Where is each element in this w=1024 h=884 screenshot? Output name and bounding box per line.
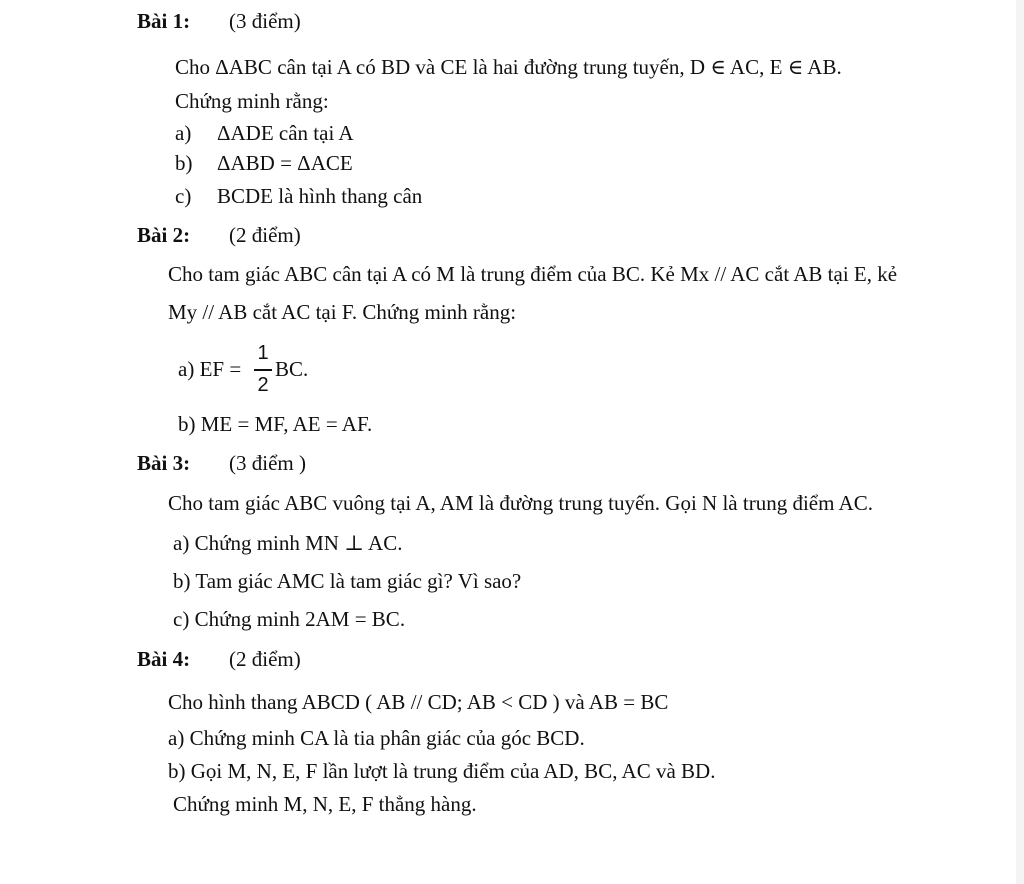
bai1-item-c-text: BCDE là hình thang cân <box>217 184 423 208</box>
fraction-bar <box>254 369 272 371</box>
bai1-heading: Bài 1: <box>137 9 191 33</box>
bai2-intro-line2: My // AB cắt AC tại F. Chứng minh rằng: <box>168 300 517 324</box>
bai1-item-b-label: b) <box>175 151 193 175</box>
bai2-item-a-prefix: a) EF = <box>178 357 242 381</box>
bai1-prove: Chứng minh rằng: <box>175 89 329 113</box>
bai2-intro-line1: Cho tam giác ABC cân tại A có M là trung điểm của BC. Kẻ Mx // AC cắt AB tại E, kẻ <box>168 262 898 286</box>
bai1-item-c-label: c) <box>175 184 192 208</box>
bai3-points: (3 điểm ) <box>229 451 306 475</box>
bai4-heading: Bài 4: <box>137 647 191 671</box>
bai3-item-c: c) Chứng minh 2AM = BC. <box>173 607 406 631</box>
bai2-item-a-suffix: BC. <box>275 357 309 381</box>
bai3-heading: Bài 3: <box>137 451 191 475</box>
bai4-item-b: b) Gọi M, N, E, F lần lượt là trung điểm của AD, BC, AC và BD. <box>168 759 716 783</box>
bai1-intro: Cho ΔABC cân tại A có BD và CE là hai đường trung tuyến, D ∈ AC, E ∈ AB. <box>175 55 842 79</box>
fraction-numerator: 1 <box>257 342 269 364</box>
bai2-heading: Bài 2: <box>137 223 191 247</box>
bai1-item-a-text: ΔADE cân tại A <box>217 121 354 145</box>
bai4-item-a: a) Chứng minh CA là tia phân giác của góc BCD. <box>168 726 585 750</box>
bai4-intro: Cho hình thang ABCD ( AB // CD; AB < CD ) và AB = BC <box>168 690 669 714</box>
bai3-intro: Cho tam giác ABC vuông tại A, AM là đường trung tuyến. Gọi N là trung điểm AC. <box>168 491 873 515</box>
bai2-item-b: b) ME = MF, AE = AF. <box>178 412 373 436</box>
fraction-denominator: 2 <box>257 374 269 396</box>
bai1-points: (3 điểm) <box>229 9 301 33</box>
page-edge <box>1016 0 1024 884</box>
bai4-points: (2 điểm) <box>229 647 301 671</box>
bai3-item-b: b) Tam giác AMC là tam giác gì? Vì sao? <box>173 569 522 593</box>
bai1-item-a-label: a) <box>175 121 192 145</box>
bai1-item-b-text: ΔABD = ΔACE <box>217 151 353 175</box>
bai4-item-b-cont: Chứng minh M, N, E, F thẳng hàng. <box>173 792 477 816</box>
bai3-item-a: a) Chứng minh MN ⊥ AC. <box>173 531 403 555</box>
bai2-points: (2 điểm) <box>229 223 301 247</box>
